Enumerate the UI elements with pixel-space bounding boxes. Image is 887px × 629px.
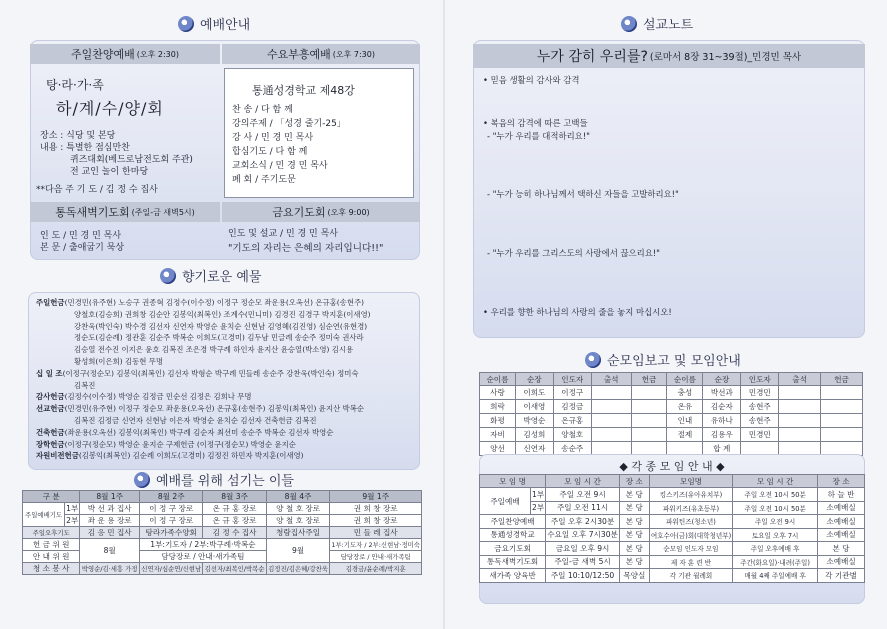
dawn-line: 본 문 / 출애굽기 묵상 [40,243,125,253]
bible-school-line: 강의주제 / 「성경 줄기-25」 [232,119,346,129]
meeting-name: 주일예배 [480,488,531,515]
meeting-time: 주일 오후 2시30분 [546,515,620,529]
meeting-part: 1부 [531,488,546,502]
offering-category: 감사헌금 [36,392,65,402]
offering-names: (민경민(유주현) 노승구 권종혁 김정수(이수정) 이정구 정순모 좌운용(오옥선) 온규홍(송현주) [64,298,364,307]
serve-cell: 탕라가족수양회 [140,527,203,539]
serve-row-label: 주일예배기도 [23,503,65,527]
rotation-cell [779,414,821,428]
rotation-cell: 이희도 [515,386,553,400]
meeting-place: 본 당 [619,515,649,529]
meeting-time: 주일-금 새벽 5시 [546,555,620,569]
rotation-cell [591,400,631,414]
serve-header: 구 분 [23,491,80,503]
sermon-reference: (로마서 8장 31~39절)_민경민 목사 [649,52,802,63]
offering-names: 황성희(이은희) 김동현 무명 [74,357,163,366]
rotation-cell [631,400,667,414]
meeting-time: 주간(화요일)·내려(주일) [733,555,818,569]
rotation-cell [591,414,631,428]
offering-names: (김정수(이수정) 박영순 김정금 민순선 김정은 김희나 무명 [64,392,252,402]
offering-category: 건축헌금 [36,427,65,437]
serve-row-label: 안 내 위 원 [23,551,80,563]
sermon-section-title: 설교노트 [621,14,693,33]
serve-cell: 신연자/심순연/신현남 [140,563,203,575]
rotation-header: 출석 [779,373,821,386]
rotation-cell [631,414,667,428]
meeting-time: 주일 오전 9시 [733,515,818,529]
table-row [23,563,422,575]
meeting-header: 모 임 시 간 [546,475,620,488]
rotation-cell: 김순자 [703,400,741,414]
church-circle-icon [585,352,601,368]
meeting-place: 각 기관별 [818,569,865,583]
family-subtitle: 하/계/수/양/회 [56,99,164,118]
sermon-point: • 복음의 감격에 따른 고백들 [483,118,588,128]
sermon-point: • 우리를 향한 하나님의 사랑의 줄을 놓지 마십시오! [483,307,672,317]
dawn-line: 인 도 / 민 경 민 목사 [40,231,122,241]
serve-header: 8월 4주 [266,491,330,503]
bible-school-line: 찬 송 / 다 함 께 [232,105,293,115]
rotation-cell [821,386,863,400]
rotation-header: 순이름 [480,373,516,386]
serve-cell: 좌 운 용 장로 [80,515,140,527]
rotation-cell: 김정금 [553,400,591,414]
serve-header: 8월 1주 [80,491,140,503]
rotation-cell: 박선과 [703,386,741,400]
meeting-name: 킹스키즈(유아유치부) [649,488,732,502]
rotation-header: 헌금 [821,373,863,386]
rotation-cell [591,428,631,442]
meeting-place: 본 당 [619,488,649,502]
serve-cell: 이 정 구 장로 [140,515,203,527]
meeting-name: 주일찬양예배 [480,515,546,529]
offering-names: 양철호(김승희) 권희창 김순안 김봉익(최복인) 조계수(민니미) 김경진 김경구 박지훈(이새영) [74,309,371,319]
meeting-part: 2부 [531,501,546,515]
offering-names: 김복진 [74,380,96,390]
rotation-cell [821,414,863,428]
serve-cell: 김 정 수 집사 [203,527,266,539]
offering-row [36,404,412,414]
offering-row [36,298,412,308]
serve-cell: 1부:기도자 / 2부:박구례·박복순 [140,539,267,551]
rotation-cell [779,386,821,400]
meeting-time: 수요일 오후 7시30분 [546,528,620,542]
meeting-place: 소예배실 [818,515,865,529]
rotation-section-title: 순모임보고 및 모임안내 [585,350,741,369]
church-circle-icon [134,472,150,488]
table-row [480,515,865,529]
table-row [23,527,422,539]
meeting-time: 주일 오전 10시 50분 [733,488,818,502]
family-title: 탕·라·가·족 [46,78,104,92]
dawn-prayer-header: 통독새벽기도회 (주일-금 새벽5시) [30,202,220,222]
meeting-place: 본 당 [619,501,649,515]
offering-row [36,440,412,450]
rotation-cell: 김용우 [703,428,741,442]
meeting-time: 금요일 오후 9시 [546,542,620,556]
table-row [23,539,422,551]
meeting-name: 각 기관 월례회 [649,569,732,583]
serve-part: 1부 [66,504,79,513]
rotation-cell: 온유 [667,400,703,414]
rotation-cell: 사랑 [480,386,516,400]
offering-names: 김복진 김정금 신연자 신현남 이은자 박영순 윤치순 김선자 건축헌금 김복진 [74,416,317,425]
table-row [480,386,863,400]
offering-names: 정순도(김순례) 정관훈 김순주 박복순 이희도(고경미) 김두남 민글례 송순주 정미숙 권사라 [74,333,364,343]
meeting-time: 주일 오후예배 후 [733,542,818,556]
table-row [480,414,863,428]
offering-row [36,357,412,367]
table-row [480,555,865,569]
rotation-cell [779,400,821,414]
offering-category: 자원비전헌금 [36,451,79,461]
table-row [480,400,863,414]
serve-header: 8월 2주 [140,491,203,503]
meeting-time: 주일 오전 9시 [546,488,620,502]
rotation-cell: 이새영 [515,400,553,414]
table-row [480,569,865,583]
offering-row [36,392,412,402]
serve-cell: 이 정 구 장로 [140,503,203,515]
meetings-title: ◆ 각 종 모 임 안 내 ◆ [619,460,725,473]
meeting-name: 금요기도회 [480,542,546,556]
offering-row [36,428,412,438]
bible-school-line: 합심기도 / 다 함 께 [232,147,308,157]
table-row [23,503,422,515]
meeting-place: 본 당 [619,555,649,569]
rotation-cell [821,400,863,414]
rotation-cell: 양선 [480,442,516,456]
family-prayer-next: **다음 주 기 도 / 김 정 수 집사 [36,185,158,195]
meeting-name: 순모임 인도자 모임 [649,542,732,556]
wednesday-worship-header: 수요부흥예배 (오후 7:30) [222,44,420,64]
rotation-cell: 인내 [667,414,703,428]
meeting-place: 본 당 [619,528,649,542]
meeting-time: 주일 오전 11시 [546,501,620,515]
offering-category: 주일헌금 [36,298,65,307]
rotation-cell: 화평 [480,414,516,428]
serve-cell: 온 규 홍 장로 [203,515,266,527]
offering-row [36,310,412,320]
rotation-header: 순장 [703,373,741,386]
table-row [480,428,863,442]
rotation-cell: 민경민 [741,428,779,442]
rotation-cell: 신연자 [515,442,553,456]
serve-row-label: 헌 금 위 원 [23,539,80,551]
bible-school-title: 통通성경학교 제48강 [252,84,355,97]
table-row [480,542,865,556]
offering-names: (이정구(정순모) 박영순 윤지순 구제헌금 (이정구(정순모) 박영순 윤지순 [64,439,296,449]
serve-cell: 담당장로 / 안내·새가족팀 [330,551,422,563]
sermon-subpoint: - "누가 우리를 대적하리요!" [487,131,590,141]
sermon-heading-bar [473,44,865,68]
friday-line: 인도 및 설교 / 민 경 민 목사 [228,229,338,239]
serve-cell: 권 희 창 장로 [330,503,422,515]
meeting-name: 제 자 훈 련 반 [649,555,732,569]
serve-cell: 온 규 홍 장로 [203,503,266,515]
rotation-cell: 민경민 [741,386,779,400]
meeting-time: 주일 오전 10시 50분 [733,501,818,515]
church-circle-icon [621,16,637,32]
serve-row-label: 주일오후기도 [23,527,80,539]
meeting-place: 소예배실 [818,555,865,569]
worship-section-title: 예배안내 [178,14,250,33]
rotation-cell: 박영순 [515,414,553,428]
serve-cell: 1부:기도자 / 2부:신현남·정미숙 [330,539,422,551]
sermon-heading: 누가 감히 우리를? [536,49,648,65]
offering-row [36,322,412,332]
rotation-cell [821,428,863,442]
rotation-header: 순이름 [667,373,703,386]
offering-row [36,416,412,426]
serve-cell: 민 들 레 집사 [330,527,422,539]
meeting-name: 파워틴즈(청소년) [649,515,732,529]
meeting-place: 목양실 [619,569,649,583]
offering-names: 김승열 전수진 이지은 윤호 김복진 조은경 박구례 하인자 윤지산 윤승열(박소영) 김시용 [74,345,354,355]
meeting-name: 파워키즈(유초등부) [649,501,732,515]
offering-names: 강찬욱(박인숙) 박수경 김선자 신연자 박영순 윤치순 신현남 김영혜(김진영) 심순연(유현경) [74,321,368,331]
serve-header: 8월 3주 [203,491,266,503]
sunday-worship-header: 주일찬양예배 (오후 2:30) [30,44,220,64]
offering-row [36,333,412,343]
meeting-name: 통通성경학교 [480,528,546,542]
meeting-name: 여호수아(금)회(대학청년부) [649,528,732,542]
serve-cell: 권 희 창 장로 [330,515,422,527]
serve-cell: 양 철 호 장로 [266,515,330,527]
family-line: 장소 : 식당 및 본당 [40,131,116,141]
family-line: 전 교인 놀이 한마당 [70,167,149,177]
offering-names: (김봉익(최복인) 김순례 이희도(고경미) 김정진 하민자 박지훈(이새영) [78,451,304,461]
serve-cell: 양 철 호 장로 [266,503,330,515]
offering-category: 장학헌금 [36,439,65,449]
serve-cell: 김경금/윤순례/박지훈 [330,563,422,575]
meeting-header: 모 임 명 [480,475,546,488]
friday-prayer-header: 금요기도회 (오후 9:00) [222,202,420,222]
serve-cell: 김 응 민 집사 [80,527,140,539]
friday-quote: "기도의 자리는 은혜의 자리입니다!!" [228,243,384,254]
rotation-cell: 희락 [480,400,516,414]
rotation-cell: 송현주 [741,414,779,428]
table-row [480,488,865,502]
left-page [0,0,443,629]
offering-names: (민경민(유주현) 이정구 정순모 좌운용(오옥선) 온규홍(송현주) 김봉익(최복인) 윤지산 박복순 [64,404,364,414]
meeting-place: 소예배실 [818,501,865,515]
church-circle-icon [178,16,194,32]
rotation-table [479,372,863,456]
rotation-cell: 이정구 [553,386,591,400]
bible-school-line: 강 사 / 민 경 민 목사 [232,133,314,143]
family-line: 내용 : 특별한 점심만찬 [40,143,130,153]
offering-row [36,345,412,355]
sermon-subpoint: - "누가 능히 하나님께서 택하신 자들을 고발하리요!" [487,189,679,199]
serve-cell: 박영순/김·세흥 가정 [80,563,140,575]
rotation-cell [779,428,821,442]
offering-row [36,451,412,461]
meeting-place: 하 늘 반 [818,488,865,502]
bible-school-line: 폐 회 / 주기도문 [232,175,296,185]
offering-section-title: 향기로운 예물 [160,266,261,285]
serve-table [22,490,422,575]
family-line: 퀴즈대회(베드로남전도회 주관) [70,155,193,165]
offering-category: 십 일 조 [36,368,63,378]
rotation-header: 인도자 [741,373,779,386]
rotation-header: 순장 [515,373,553,386]
rotation-cell [631,428,667,442]
rotation-cell: 유하나 [703,414,741,428]
serve-header: 9월 1주 [330,491,422,503]
serve-row-label: 청 소 봉 사 [23,563,80,575]
offering-names: (이정구(정순모) 김봉익(최복인) 김선자 박형순 박구례 민들레 송순주 강찬욱(박인숙) 정미숙 [62,368,359,378]
serve-part: 2부 [66,516,79,525]
meeting-header: 장 소 [619,475,649,488]
meeting-name: 새가족 양육반 [480,569,546,583]
serve-cell: 김선자/최복인/박복순 [203,563,266,575]
meeting-place: 소예배실 [818,528,865,542]
bible-school-line: 교회소식 / 민 경 민 목사 [232,161,328,171]
church-circle-icon [160,268,176,284]
serve-cell: 담당장로 / 안내·새가족팀 [140,551,267,563]
rotation-cell: 송순주 [553,442,591,456]
meeting-header: 모 임 시 간 [733,475,818,488]
meeting-place: 본 당 [619,542,649,556]
rotation-cell: 자비 [480,428,516,442]
serve-section-title: 예배를 위해 섬기는 이들 [134,470,294,489]
meeting-header: 장 소 [818,475,865,488]
offering-row [36,381,412,391]
serve-month: 8월 [80,539,140,563]
rotation-cell: 양철호 [553,428,591,442]
table-row [480,501,865,515]
meeting-header: 모임명 [649,475,732,488]
offering-names: (좌운용(오옥선) 김봉익(최복인) 박구례 김순자 최선미 송순주 박복순 김선자 박영순 [64,427,334,437]
rotation-cell: 김성희 [515,428,553,442]
table-row [480,528,865,542]
right-page [443,0,887,629]
rotation-cell [591,386,631,400]
serve-month: 9월 [266,539,330,563]
serve-cell: 박 선 과 집사 [80,503,140,515]
rotation-cell: 송현주 [741,400,779,414]
meeting-time: 주일 10:10/12:50 [546,569,620,583]
rotation-cell [631,386,667,400]
rotation-header: 인도자 [553,373,591,386]
rotation-header: 출석 [591,373,631,386]
sermon-point: • 믿음 생활의 감사와 감격 [483,75,580,85]
offering-category: 선교헌금 [36,404,65,414]
rotation-cell: 온규홍 [553,414,591,428]
rotation-cell: 합 계 [703,442,741,456]
table-row [23,515,422,527]
meeting-time: 매월 4째 주일예배 후 [733,569,818,583]
rotation-cell: 절제 [667,428,703,442]
meetings-table [479,474,865,583]
sermon-subpoint: - "누가 우리를 그리스도의 사랑에서 끊으리요!" [487,248,661,258]
rotation-cell: 충성 [667,386,703,400]
meeting-place: 본 당 [818,542,865,556]
meeting-time: 토요일 오후 7시 [733,528,818,542]
serve-cell: 김정진/김은혜/강찬욱 [266,563,330,575]
serve-cell: 청람집사주일 [266,527,330,539]
offering-row [36,369,412,379]
meeting-name: 통독새벽기도회 [480,555,546,569]
rotation-header: 헌금 [631,373,667,386]
